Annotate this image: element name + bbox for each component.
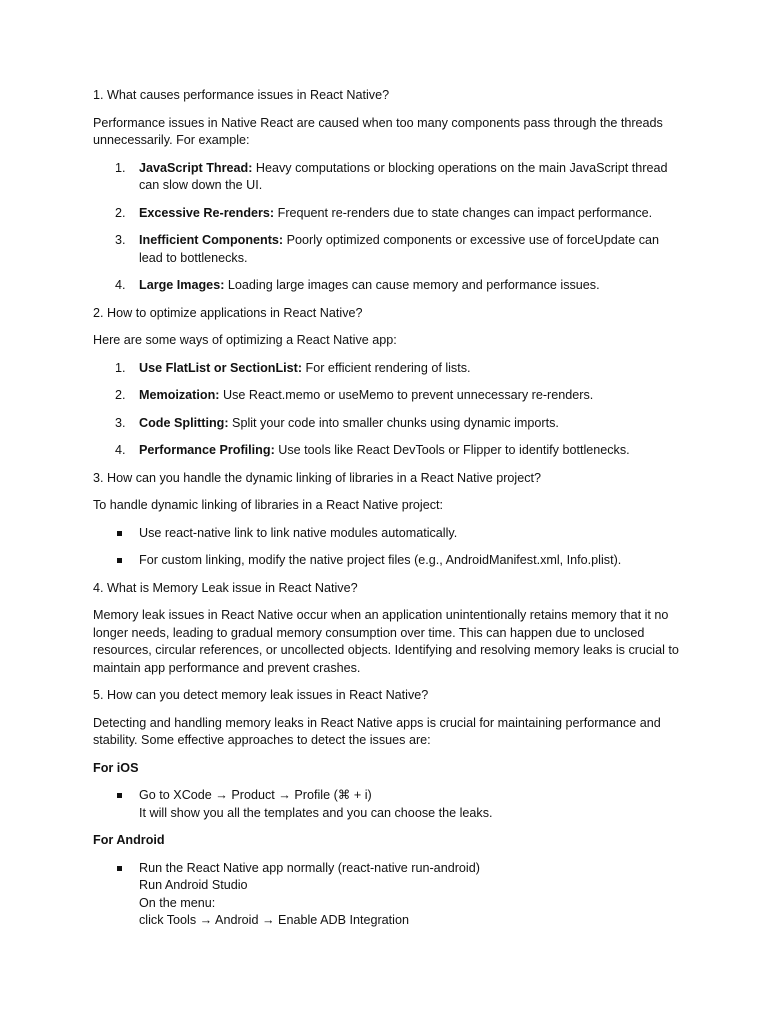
list-line: Go to XCode → Product → Profile (⌘ + i) <box>139 788 372 802</box>
list-item <box>93 160 683 195</box>
list-item <box>93 387 683 405</box>
list-item <box>93 552 683 570</box>
list-item <box>93 277 683 295</box>
question-3-list <box>93 525 683 570</box>
square-bullet-icon <box>117 866 122 871</box>
list-item <box>93 205 683 223</box>
question-2-intro: Here are some ways of optimizing a React Native app: <box>93 333 397 347</box>
list-text: Split your code into smaller chunks using dynamic imports. <box>228 415 559 430</box>
list-item <box>93 442 683 460</box>
list-line: It will show you all the templates and you can choose the leaks. <box>139 805 493 820</box>
square-bullet-icon <box>117 531 122 536</box>
list-number: 2. <box>115 205 126 220</box>
question-1-title: 1. What causes performance issues in React Native? <box>93 88 390 102</box>
list-item <box>93 525 683 543</box>
list-number: 1. <box>115 360 126 375</box>
android-list <box>93 860 683 930</box>
question-1-intro: Performance issues in Native React are caused when too many components pass through the threads unnecessarily. For example: <box>93 115 663 147</box>
question-3-title: 3. How can you handle the dynamic linking of libraries in a React Native project? <box>93 470 542 485</box>
question-2-list <box>93 360 683 460</box>
list-text: Loading large images can cause memory and performance issues. <box>224 278 600 292</box>
list-text: Use react-native link to link native modules automatically. <box>139 525 458 540</box>
list-item <box>93 415 683 433</box>
list-number: 1. <box>115 160 126 175</box>
list-text: Heavy computations or blocking operations on the main JavaScript thread can slow down the UI. <box>139 160 668 192</box>
question-2-title: 2. How to optimize applications in React Native? <box>93 305 363 320</box>
list-term: Code Splitting: <box>139 415 229 430</box>
ios-list <box>93 787 683 822</box>
question-1-list <box>93 160 683 295</box>
list-text: Use tools like React DevTools or Flipper to identify bottlenecks. <box>274 443 630 457</box>
list-line: Run the React Native app normally (react-native run-android) <box>139 860 480 875</box>
square-bullet-icon <box>117 793 122 798</box>
question-4-body: Memory leak issues in React Native occur when an application unintentionally retains memory that it no longer needs, leading to gradual memory consumption over time. This can happen due to unclosed resources, circular references, or uncollected objects. Identifying and resolving memory leaks is crucial to maintain app performance and prevent crashes. <box>93 608 679 675</box>
list-item <box>93 787 683 822</box>
list-item <box>93 232 683 267</box>
list-line: Run Android Studio <box>139 878 248 892</box>
list-text: For efficient rendering of lists. <box>302 360 471 375</box>
question-3-intro: To handle dynamic linking of libraries in a React Native project: <box>93 498 443 512</box>
list-term: Large Images: <box>139 278 225 292</box>
list-term: Performance Profiling: <box>139 443 275 457</box>
list-line: On the menu: <box>139 895 216 910</box>
document-content <box>93 87 683 940</box>
list-number: 4. <box>115 278 126 292</box>
list-line: click Tools → Android → Enable ADB Integration <box>139 913 409 927</box>
list-item <box>93 860 683 930</box>
question-4-title: 4. What is Memory Leak issue in React Native? <box>93 580 358 595</box>
list-text: Use React.memo or useMemo to prevent unnecessary re-renders. <box>219 388 594 402</box>
list-number: 3. <box>115 415 126 430</box>
square-bullet-icon <box>117 558 122 563</box>
list-text: For custom linking, modify the native project files (e.g., AndroidManifest.xml, Info.plist). <box>139 553 622 567</box>
list-item <box>93 360 683 378</box>
android-heading: For Android <box>93 833 165 847</box>
list-number: 4. <box>115 443 126 457</box>
list-text: Poorly optimized components or excessive use of forceUpdate can lead to bottlenecks. <box>139 233 660 265</box>
question-5-title: 5. How can you detect memory leak issues in React Native? <box>93 688 429 702</box>
ios-heading: For iOS <box>93 760 139 775</box>
list-number: 2. <box>115 388 126 402</box>
list-term: Use FlatList or SectionList: <box>139 360 303 375</box>
list-term: Inefficient Components: <box>139 233 284 247</box>
list-term: Excessive Re-renders: <box>139 205 275 220</box>
question-5-intro: Detecting and handling memory leaks in React Native apps is crucial for maintaining performance and stability. Some effective approaches to detect the issues are: <box>93 715 661 747</box>
list-term: Memoization: <box>139 388 220 402</box>
list-text: Frequent re-renders due to state changes can impact performance. <box>274 205 653 220</box>
list-number: 3. <box>115 233 126 247</box>
list-term: JavaScript Thread: <box>139 160 253 175</box>
